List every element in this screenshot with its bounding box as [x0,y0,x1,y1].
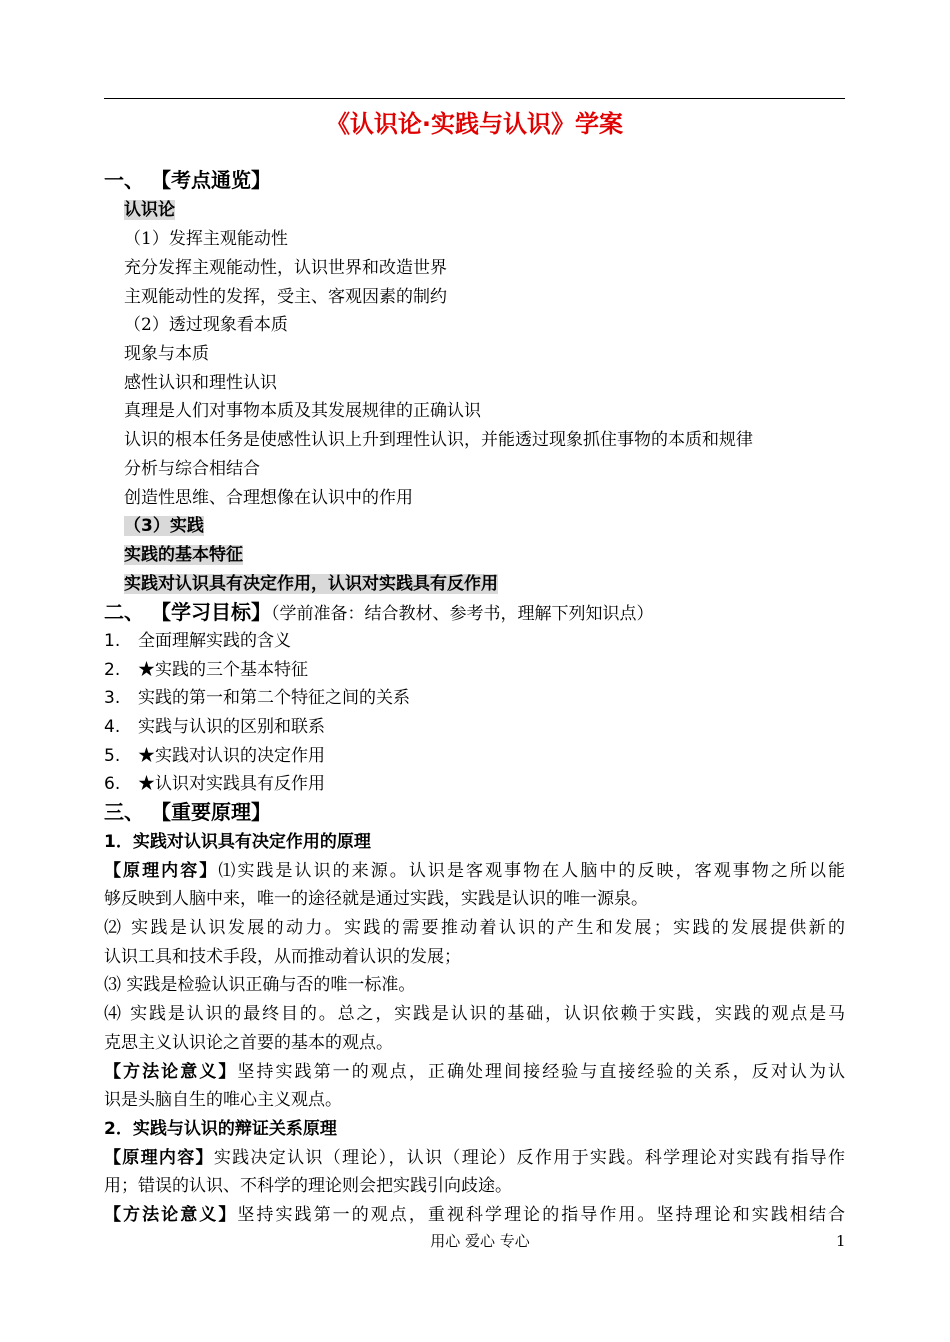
methodology-2-line [104,1203,845,1227]
list-item: 感性认识和理性认识 [124,373,277,393]
list-item: 现象与本质 [124,344,209,364]
goal-number: 1. [104,631,121,651]
list-item: （2）透过现象看本质 [124,315,288,335]
paragraph-line: ⑵ 实践是认识发展的动力。实践的需要推动着认识的产生和发展；实践的发展提供新的 [104,918,845,938]
goal-text: ★认识对实践具有反作用 [138,774,325,794]
topic-practice-role: 实践对认识具有决定作用，认识对实践具有反作用 [124,574,498,594]
goal-number: 2. [104,660,121,680]
goal-number: 5. [104,746,121,766]
paragraph-line: 用；错误的认识、不科学的理论则会把实践引向歧途。 [104,1176,512,1196]
document-title: 《认识论·实践与认识》学案 [325,110,624,138]
header-rule [104,98,845,99]
list-item: 分析与综合相结合 [124,459,260,479]
principle-content-label: 【原理内容】 [104,1148,214,1168]
list-item: 认识的根本任务是使感性认识上升到理性认识，并能透过现象抓住事物的本质和规律 [124,430,753,450]
principle-1-text: ⑴实践是认识的来源。认识是客观事物在人脑中的反映，客观事物之所以能 [218,861,846,881]
principle-2-line [104,1146,845,1170]
section-3-heading: 三、 【重要原理】 [104,800,271,824]
principle-1-title: 1．实践对认识具有决定作用的原理 [104,832,371,852]
goal-text: 实践的第一和第二个特征之间的关系 [138,688,410,708]
paragraph-line: 克思主义认识论之首要的基本的观点。 [104,1033,393,1053]
methodology-label: 【方法论意义】 [104,1205,238,1225]
paragraph-line: 认识工具和技术手段，从而推动着认识的发展； [104,947,461,967]
list-item: 主观能动性的发挥，受主、客观因素的制约 [124,287,447,307]
section-2-heading: 二、 【学习目标】 [104,600,271,624]
principle-2-title: 2．实践与认识的辩证关系原理 [104,1119,337,1139]
goal-item [104,686,410,710]
methodology-2-text: 坚持实践第一的观点，重视科学理论的指导作用。坚持理论和实践相结合 [237,1205,846,1225]
paragraph-line: 识是头脑自生的唯心主义观点。 [104,1090,342,1110]
methodology-label: 【方法论意义】 [104,1062,238,1082]
goal-item [104,658,308,682]
goal-item [104,629,291,653]
topic-practice: （3）实践 [124,516,204,536]
goal-item [104,744,325,768]
goal-number: 3. [104,688,121,708]
footer-motto: 用心 爱心 专心 [430,1232,530,1250]
list-item: 真理是人们对事物本质及其发展规律的正确认识 [124,401,481,421]
principle-1-line [104,859,845,883]
section-2-note: （学前准备：结合教材、参考书，理解下列知识点） [270,604,654,624]
page-number: 1 [836,1232,846,1250]
principle-content-label: 【原理内容】 [104,861,219,881]
methodology-1-line [104,1060,845,1084]
principle-2-text: 实践决定认识（理论），认识（理论）反作用于实践。科学理论对实践有指导作 [213,1148,845,1168]
goal-text: ★实践对认识的决定作用 [138,746,325,766]
paragraph-line: ⑶ 实践是检验认识正确与否的唯一标准。 [104,975,416,995]
list-item: 创造性思维、合理想像在认识中的作用 [124,488,413,508]
goal-number: 4. [104,717,121,737]
goal-item [104,772,325,796]
list-item: （1）发挥主观能动性 [124,229,288,249]
paragraph-line: 够反映到人脑中来，唯一的途径就是通过实践，实践是认识的唯一源泉。 [104,889,648,909]
section-1-heading: 一、 【考点通览】 [104,168,271,192]
goal-text: 全面理解实践的含义 [138,631,291,651]
goal-number: 6. [104,774,121,794]
goal-text: 实践与认识的区别和联系 [138,717,325,737]
goal-item [104,715,325,739]
topic-practice-features: 实践的基本特征 [124,545,243,565]
paragraph-line: ⑷ 实践是认识的最终目的。总之，实践是认识的基础，认识依赖于实践，实践的观点是马 [104,1004,845,1024]
methodology-1-text: 坚持实践第一的观点，正确处理间接经验与直接经验的关系，反对认为认 [237,1062,846,1082]
topic-epistemology: 认识论 [124,200,175,220]
list-item: 充分发挥主观能动性，认识世界和改造世界 [124,258,447,278]
goal-text: ★实践的三个基本特征 [138,660,308,680]
